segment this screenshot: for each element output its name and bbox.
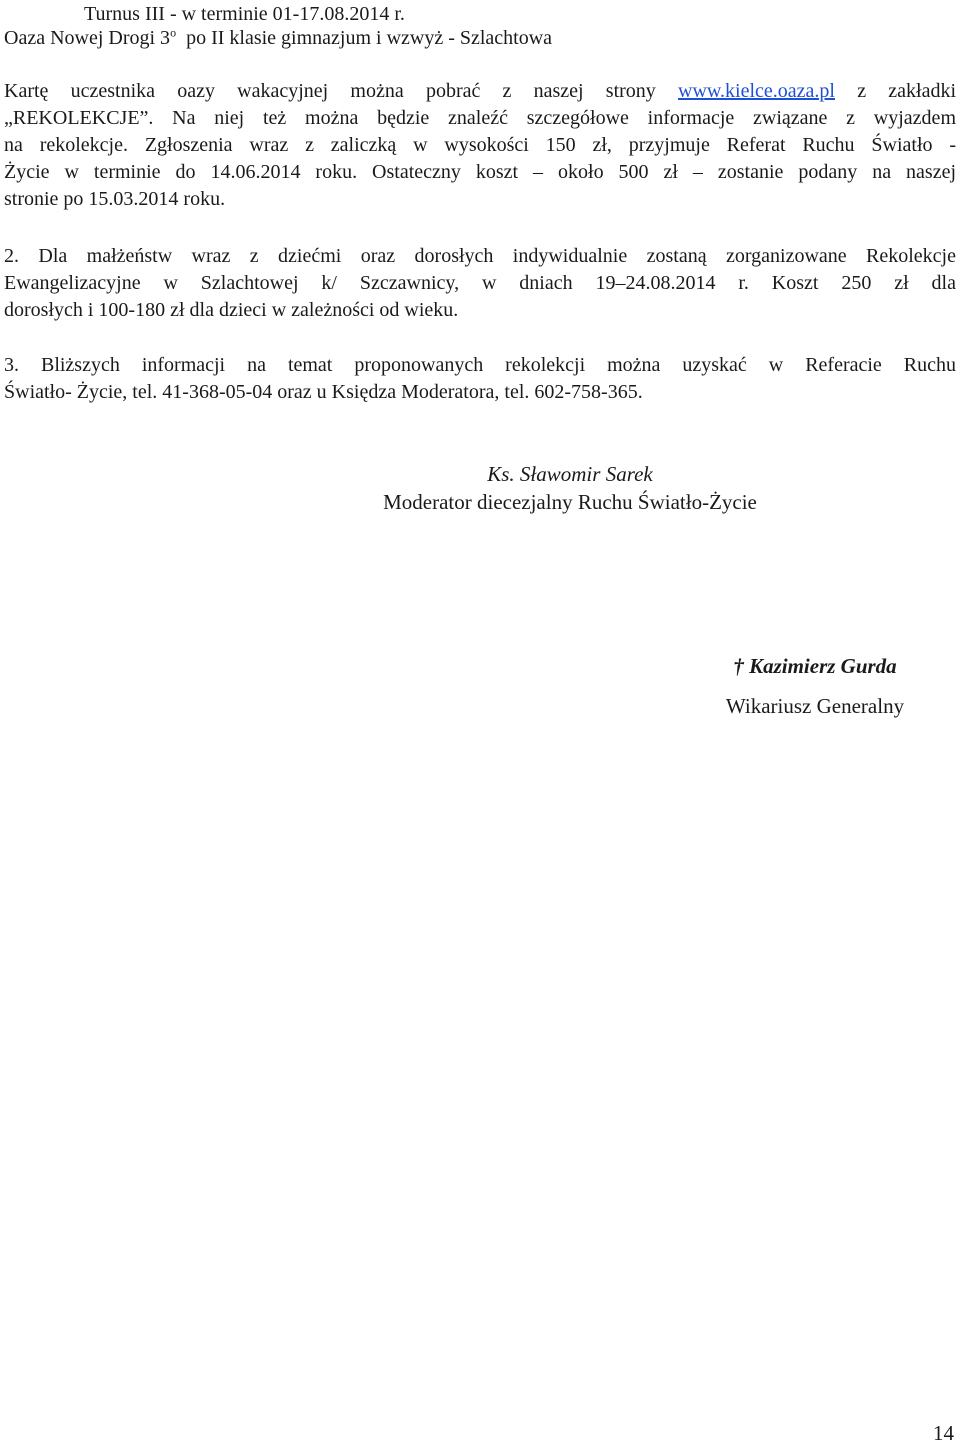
paragraph-information — [4, 352, 956, 406]
website-link[interactable]: www.kielce.oaza.pl — [678, 80, 835, 102]
paragraph-line — [4, 78, 956, 105]
signature-title: Moderator diecezjalny Ruchu Światło-Życie — [383, 490, 757, 514]
oaza-line — [4, 25, 956, 52]
paragraph-text: Kartę uczestnika oazy wakacyjnej można pobrać z naszej strony — [4, 80, 656, 102]
signature-title: Wikariusz Generalny — [725, 694, 905, 718]
oaza-line-superscript: o — [170, 25, 177, 40]
paragraph-registration — [4, 78, 956, 213]
paragraph-line: 3. Bliższych informacji na temat proponowanych rekolekcji można uzyskać w Referacie Ruchu — [4, 354, 956, 376]
paragraph-line: stronie po 15.03.2014 roku. — [4, 188, 226, 210]
oaza-line-main: Oaza Nowej Drogi 3 — [4, 27, 171, 49]
signature-name: Ks. Sławomir Sarek — [487, 462, 653, 486]
paragraph-text: z zakładki — [857, 80, 957, 102]
oaza-heading — [4, 25, 956, 52]
paragraph-line: Życie w terminie do 14.06.2014 roku. Ostateczny koszt – około 500 zł – zostanie podany na naszej — [4, 161, 956, 183]
signature-moderator — [300, 460, 840, 516]
paragraph-line: Ewangelizacyjne w Szlachtowej k/ Szczawnicy, w dniach 19–24.08.2014 r. Koszt 250 zł dla — [4, 272, 956, 294]
paragraph-line: Światło- Życie, tel. 41-368-05-04 oraz u Księdza Moderatora, tel. 602-758-365. — [4, 381, 643, 403]
paragraph-families — [4, 243, 956, 324]
signature-vicar — [680, 652, 950, 720]
paragraph-line: na rekolekcje. Zgłoszenia wraz z zaliczką w wysokości 150 zł, przyjmuje Referat Ruchu Światło - — [4, 134, 956, 156]
turnus-line: Turnus III - w terminie 01-17.08.2014 r. — [84, 3, 405, 25]
paragraph-line: dorosłych i 100-180 zł dla dzieci w zależności od wieku. — [4, 299, 459, 321]
page-number: 14 — [933, 1421, 954, 1445]
paragraph-line: „REKOLEKCJE”. Na niej też można będzie znaleźć szczegółowe informacje związane z wyjazdem — [4, 107, 956, 129]
signature-name: † Kazimierz Gurda — [733, 654, 897, 678]
paragraph-line: 2. Dla małżeństw wraz z dziećmi oraz dorosłych indywidualnie zostaną zorganizowane Rekolekcje — [4, 245, 956, 267]
turnus-heading — [84, 1, 944, 28]
oaza-line-rest: po II klasie gimnazjum i wzwyż - Szlachtowa — [176, 27, 553, 49]
